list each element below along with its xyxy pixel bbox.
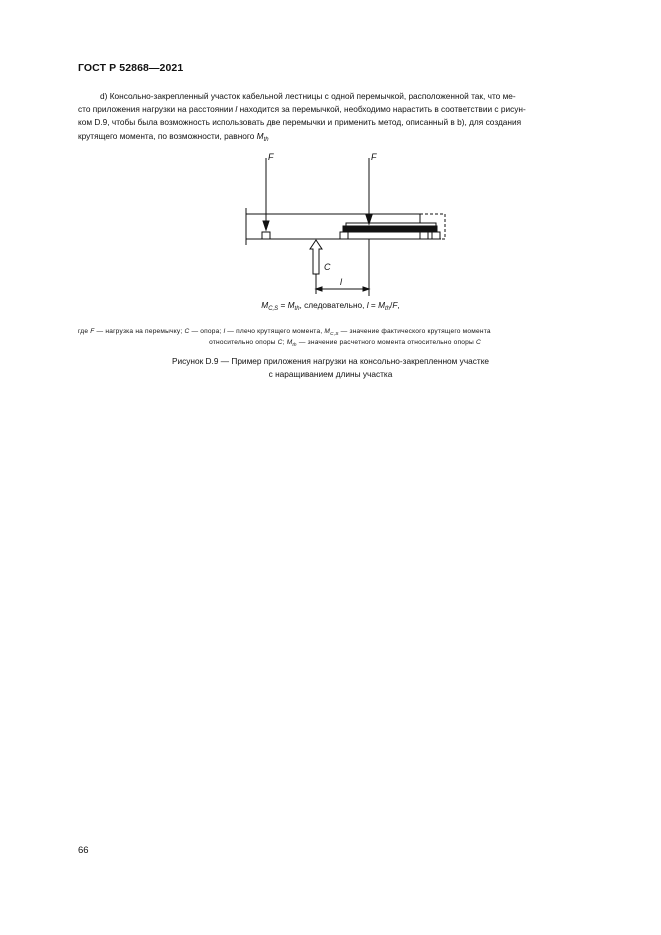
where-text: — опора; bbox=[189, 328, 224, 335]
formula-op: / bbox=[390, 300, 393, 310]
formula-op: , bbox=[397, 300, 400, 310]
page-number: 66 bbox=[78, 845, 89, 856]
where-text: относительно опоры bbox=[209, 338, 278, 346]
list-marker: d) bbox=[100, 91, 108, 101]
force-label-left: F bbox=[268, 152, 274, 162]
where-var: C bbox=[475, 338, 481, 346]
crossbar-right-3 bbox=[432, 232, 440, 239]
formula bbox=[0, 300, 661, 310]
where-text: ; bbox=[282, 338, 287, 346]
where-explanation bbox=[78, 327, 612, 348]
where-text: — значение фактического крутящего момента bbox=[338, 328, 491, 335]
document-header: ГОСТ Р 52868—2021 bbox=[78, 62, 184, 74]
where-sub: C,S bbox=[330, 332, 339, 337]
where-text: — нагрузка на перемычку; bbox=[94, 328, 185, 335]
body-paragraph bbox=[78, 90, 610, 143]
formula-sub: C,S bbox=[268, 306, 279, 312]
where-var: M bbox=[324, 328, 331, 335]
formula-sub: th bbox=[294, 306, 300, 312]
where-var: C bbox=[184, 328, 190, 335]
where-var: C bbox=[277, 338, 283, 346]
formula-var: M bbox=[378, 300, 386, 310]
where-var: F bbox=[90, 328, 95, 335]
where-text: где bbox=[78, 328, 91, 335]
formula-var: M bbox=[261, 300, 269, 310]
formula-sub: th bbox=[385, 306, 390, 312]
variable-m: M bbox=[256, 130, 264, 141]
support-label: C bbox=[324, 262, 331, 272]
where-text: — плечо крутящего момента, bbox=[225, 328, 325, 335]
paragraph-line: Консольно-закрепленный участок кабельной лестницы с одной перемычкой, расположенной так, что ме- bbox=[109, 91, 516, 101]
crossbar-left bbox=[262, 232, 270, 239]
where-sub: th bbox=[292, 342, 297, 348]
variable-l: l bbox=[235, 104, 238, 115]
crossbar-right-1 bbox=[340, 232, 348, 239]
caption-line: с наращиванием длины участка bbox=[268, 368, 393, 379]
force-label-right: F bbox=[371, 152, 377, 162]
where-var: M bbox=[286, 338, 293, 346]
paragraph-line: сто приложения нагрузки на расстоянии bbox=[78, 104, 236, 115]
load-diagram bbox=[236, 146, 450, 296]
formula-var: l bbox=[366, 300, 369, 310]
support-arrow bbox=[310, 240, 322, 274]
formula-op: = bbox=[278, 300, 288, 310]
crossbar-right-2 bbox=[420, 232, 428, 239]
arrowhead-left bbox=[263, 221, 269, 230]
lever-label: l bbox=[340, 277, 342, 287]
formula-op: = bbox=[368, 300, 379, 310]
clamp-plate bbox=[346, 223, 436, 226]
where-var: l bbox=[223, 328, 226, 335]
paragraph-line: ком D.9, чтобы была возможность использовать две перемычки и применить метод, описанный в b), для создания bbox=[78, 117, 522, 128]
paragraph-line: находится за перемычкой, необходимо нарастить в соответствии с рисун- bbox=[237, 104, 526, 115]
formula-var: F bbox=[392, 300, 398, 310]
formula-text: , следовательно, bbox=[299, 300, 367, 310]
subscript-th: th bbox=[263, 136, 269, 143]
dimension-arrow-left bbox=[316, 287, 322, 291]
formula-var: M bbox=[287, 300, 295, 310]
figure-caption bbox=[0, 355, 661, 380]
clamp-bar bbox=[343, 226, 437, 232]
caption-line: Рисунок D.9 — Пример приложения нагрузки на консольно-закрепленном участке bbox=[171, 356, 490, 366]
paragraph-line: крутящего момента, по возможности, равного bbox=[78, 130, 257, 141]
dimension-arrow-right bbox=[363, 287, 369, 291]
where-text: — значение расчетного момента относительно опоры bbox=[296, 338, 476, 346]
